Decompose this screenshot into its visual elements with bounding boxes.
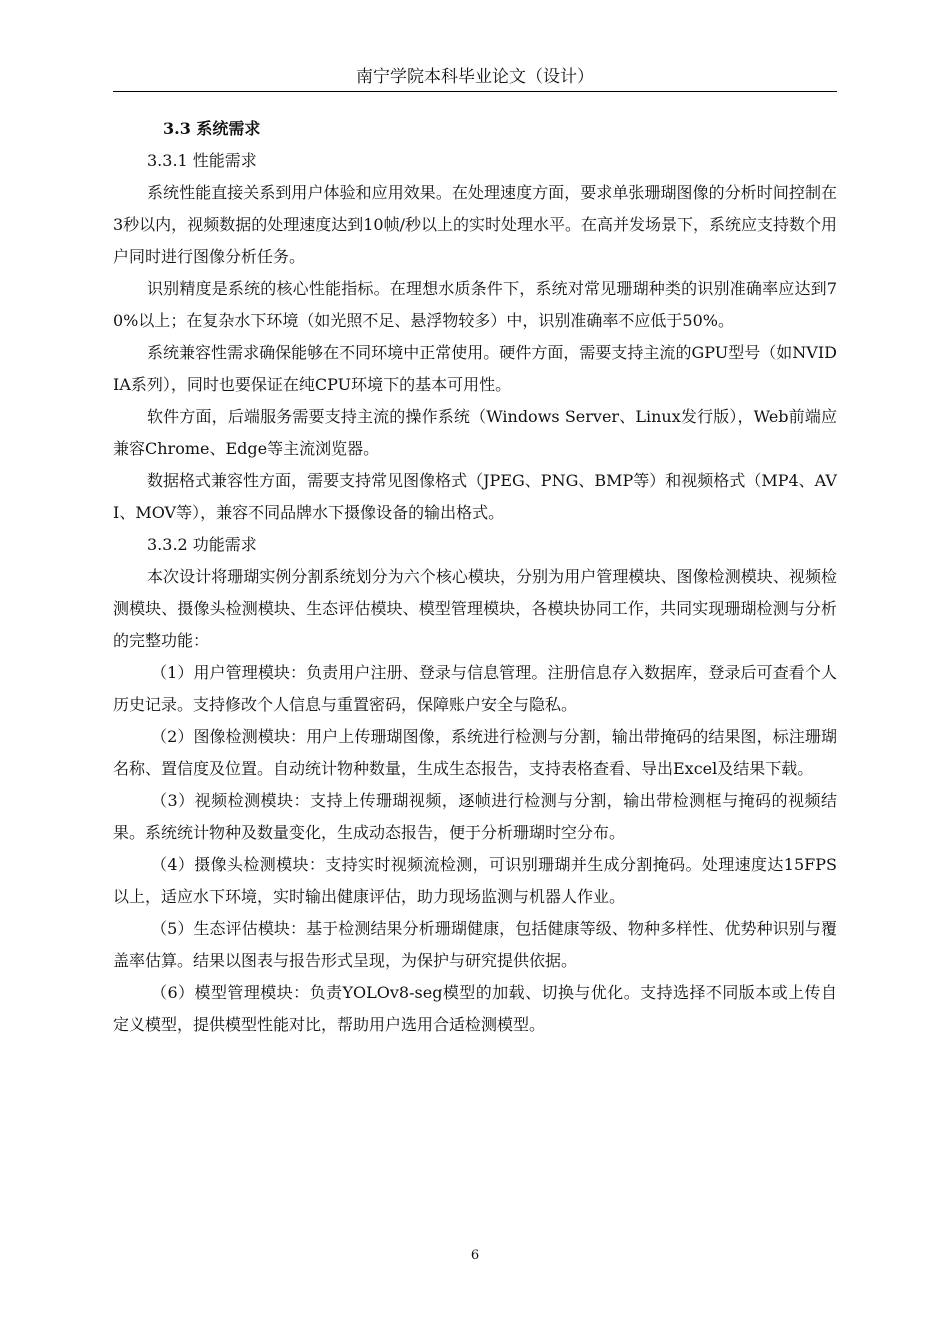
page-body [113,113,837,1041]
paragraph-functional-intro: 本次设计将珊瑚实例分割系统划分为六个核心模块，分别为用户管理模块、图像检测模块、视频检测模块、摄像头检测模块、生态评估模块、模型管理模块，各模块协同工作，共同实现珊瑚检测与分析的完整功能： [113,567,837,650]
subsection-heading-performance: 3.3.1 性能需求 [147,151,257,170]
section-title: 3.3 系统需求 [163,119,261,138]
list-item-ecological-assessment: （5）生态评估模块：基于检测结果分析珊瑚健康，包括健康等级、物种多样性、优势种识别与覆盖率估算。结果以图表与报告形式呈现，为保护与研究提供依据。 [113,919,837,970]
page-number: 6 [470,1248,480,1263]
subsection-heading-functional: 3.3.2 功能需求 [147,535,257,554]
paragraph-compatibility-formats: 数据格式兼容性方面，需要支持常见图像格式（JPEG、PNG、BMP等）和视频格式（MP4、AVI、MOV等），兼容不同品牌水下摄像设备的输出格式。 [113,471,837,522]
paragraph-compatibility-hardware: 系统兼容性需求确保能够在不同环境中正常使用。硬件方面，需要支持主流的GPU型号（如NVIDIA系列），同时也要保证在纯CPU环境下的基本可用性。 [113,343,837,394]
running-header: 南宁学院本科毕业论文（设计） [113,64,837,92]
list-item-video-detection: （3）视频检测模块：支持上传珊瑚视频，逐帧进行检测与分割，输出带检测框与掩码的视频结果。系统统计物种及数量变化，生成动态报告，便于分析珊瑚时空分布。 [113,791,837,842]
paragraph-performance-speed: 系统性能直接关系到用户体验和应用效果。在处理速度方面，要求单张珊瑚图像的分析时间控制在3秒以内，视频数据的处理速度达到10帧/秒以上的实时处理水平。在高并发场景下，系统应支持数个用户同时进行图像分析任务。 [113,183,837,266]
list-item-image-detection: （2）图像检测模块：用户上传珊瑚图像，系统进行检测与分割，输出带掩码的结果图，标注珊瑚名称、置信度及位置。自动统计物种数量，生成生态报告，支持表格查看、导出Excel及结果下载。 [113,727,837,778]
list-item-user-management: （1）用户管理模块：负责用户注册、登录与信息管理。注册信息存入数据库，登录后可查看个人历史记录。支持修改个人信息与重置密码，保障账户安全与隐私。 [113,663,837,714]
list-item-camera-detection: （4）摄像头检测模块：支持实时视频流检测，可识别珊瑚并生成分割掩码。处理速度达15FPS以上，适应水下环境，实时输出健康评估，助力现场监测与机器人作业。 [113,855,837,906]
paragraph-compatibility-software: 软件方面，后端服务需要支持主流的操作系统（Windows Server、Linux发行版），Web前端应兼容Chrome、Edge等主流浏览器。 [113,407,837,458]
paragraph-performance-accuracy: 识别精度是系统的核心性能指标。在理想水质条件下，系统对常见珊瑚种类的识别准确率应达到70%以上；在复杂水下环境（如光照不足、悬浮物较多）中，识别准确率不应低于50%。 [113,279,837,330]
list-item-model-management: （6）模型管理模块：负责YOLOv8-seg模型的加载、切换与优化。支持选择不同版本或上传自定义模型，提供模型性能对比，帮助用户选用合适检测模型。 [113,983,837,1034]
